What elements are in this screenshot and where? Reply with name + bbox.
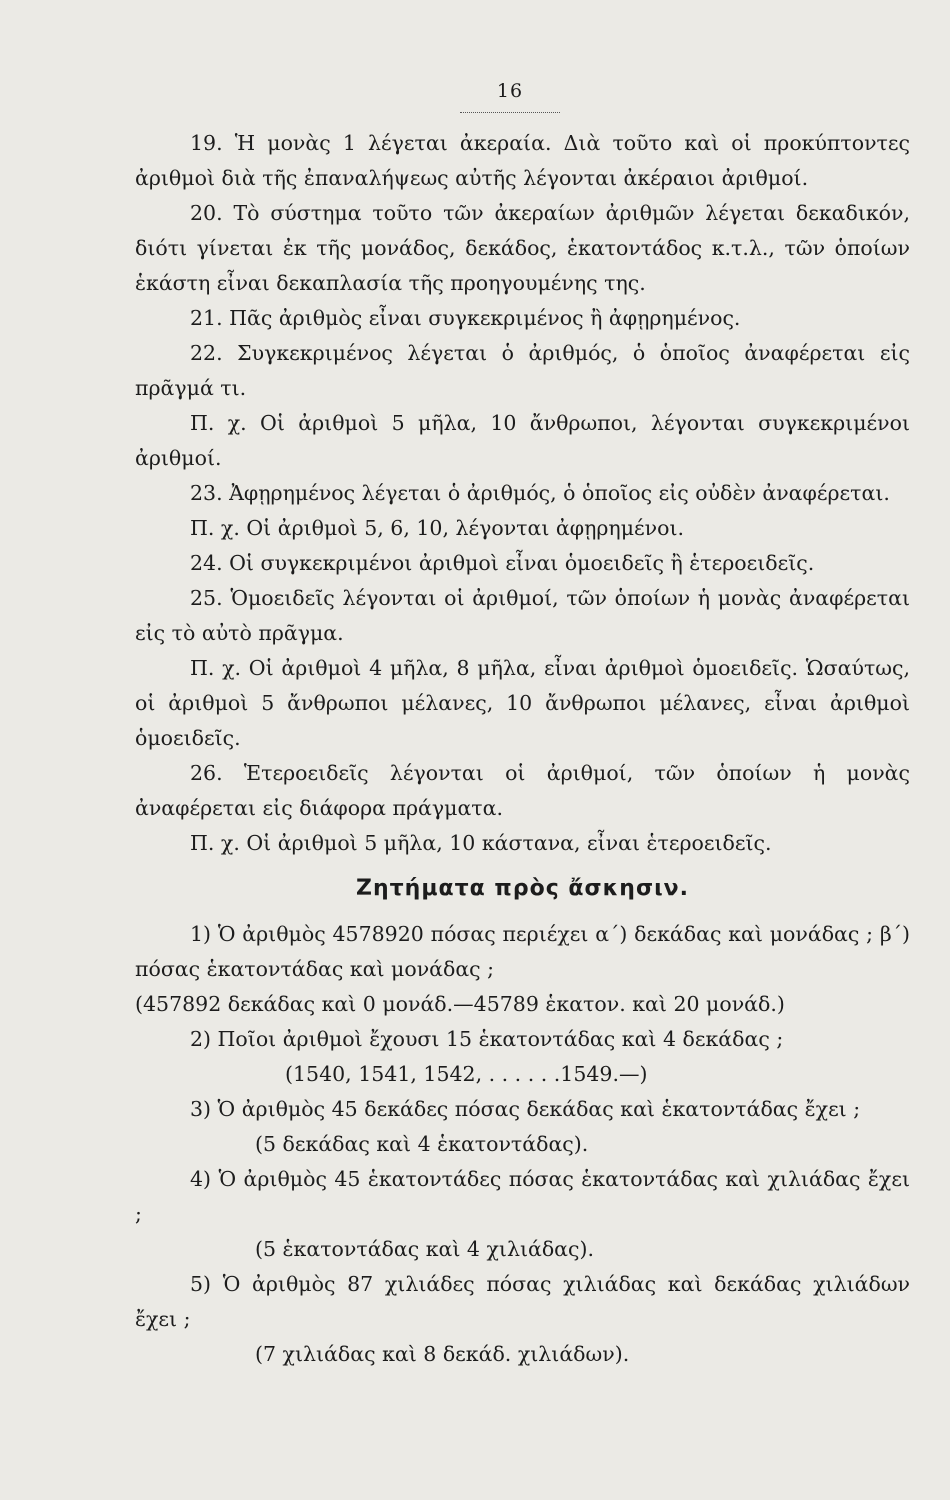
exercise-2-question: 2) Ποῖοι ἀριθμοὶ ἔχουσι 15 ἑκατοντάδας καὶ 4 δεκάδας ; (190, 1027, 784, 1051)
paragraph-20: 20. Τὸ σύστημα τοῦτο τῶν ἀκεραίων ἀριθμῶν λέγεται δεκαδικόν, διότι γίνεται ἐκ τῆς μονάδος, δεκάδος, ἑκατοντάδος κ.τ.λ., τῶν ὁποίων ἑκάστη εἶναι δεκαπλασία τῆς προηγουμένης της. (135, 201, 910, 295)
page-body (135, 126, 910, 1372)
exercise-2-answer: (1540, 1541, 1542, . . . . . .1549.—) (285, 1062, 648, 1086)
page-number: 16 (496, 80, 524, 102)
paragraph-21: 21. Πᾶς ἀριθμὸς εἶναι συγκεκριμένος ἢ ἀφῃρημένος. (190, 306, 741, 330)
exercises-heading: Ζητήματα πρὸς ἄσκησιν. (356, 876, 689, 901)
exercise-5-answer: (7 χιλιάδας καὶ 8 δεκάδ. χιλιάδων). (255, 1342, 630, 1366)
exercise-1-question: 1) Ὁ ἀριθμὸς 4578920 πόσας περιέχει α΄) δεκάδας καὶ μονάδας ; β΄) πόσας ἑκατοντάδας καὶ μονάδας ; (135, 922, 910, 981)
paragraph-26: 26. Ἑτεροειδεῖς λέγονται οἱ ἀριθμοί, τῶν ὁποίων ἡ μονὰς ἀναφέρεται εἰς διάφορα πράγματα. (135, 761, 910, 820)
paragraph-19: 19. Ἡ μονὰς 1 λέγεται ἀκεραία. Διὰ τοῦτο καὶ οἱ προκύπτοντες ἀριθμοὶ διὰ τῆς ἐπαναλήψεως αὐτῆς λέγονται ἀκέραιοι ἀριθμοί. (135, 131, 910, 190)
example-22: Π. χ. Οἱ ἀριθμοὶ 5 μῆλα, 10 ἄνθρωποι, λέγονται συγκεκριμένοι ἀριθμοί. (135, 411, 910, 470)
exercise-1-answer: (457892 δεκάδας καὶ 0 μονάδ.—45789 ἑκατον. καὶ 20 μονάδ.) (135, 992, 785, 1016)
example-25: Π. χ. Οἱ ἀριθμοὶ 4 μῆλα, 8 μῆλα, εἶναι ἀριθμοὶ ὁμοειδεῖς. Ὡσαύτως, οἱ ἀριθμοὶ 5 ἄνθρωποι μέλανες, 10 ἄνθρωποι μέλανες, εἶναι ἀριθμοὶ ὁμοειδεῖς. (135, 656, 910, 750)
exercise-3-answer: (5 δεκάδας καὶ 4 ἑκατοντάδας). (255, 1132, 589, 1156)
exercise-4-question: 4) Ὁ ἀριθμὸς 45 ἑκατοντάδες πόσας ἑκατοντάδας καὶ χιλιάδας ἔχει ; (135, 1167, 910, 1226)
paragraph-22: 22. Συγκεκριμένος λέγεται ὁ ἀριθμός, ὁ ὁποῖος ἀναφέρεται εἰς πρᾶγμά τι. (135, 341, 910, 400)
exercise-4-answer: (5 ἑκατοντάδας καὶ 4 χιλιάδας). (255, 1237, 595, 1261)
example-26: Π. χ. Οἱ ἀριθμοὶ 5 μῆλα, 10 κάστανα, εἶναι ἑτεροειδεῖς. (190, 831, 772, 855)
exercise-5-question: 5) Ὁ ἀριθμὸς 87 χιλιάδες πόσας χιλιάδας καὶ δεκάδας χιλιάδων ἔχει ; (135, 1272, 910, 1331)
paragraph-24: 24. Οἱ συγκεκριμένοι ἀριθμοὶ εἶναι ὁμοειδεῖς ἢ ἑτεροειδεῖς. (190, 551, 815, 575)
paragraph-25: 25. Ὁμοειδεῖς λέγονται οἱ ἀριθμοί, τῶν ὁποίων ἡ μονὰς ἀναφέρεται εἰς τὸ αὐτὸ πρᾶγμα. (135, 586, 910, 645)
header-rule (460, 112, 560, 113)
exercise-3-question: 3) Ὁ ἀριθμὸς 45 δεκάδες πόσας δεκάδας καὶ ἑκατοντάδας ἔχει ; (190, 1097, 861, 1121)
paragraph-23: 23. Ἀφῃρημένος λέγεται ὁ ἀριθμός, ὁ ὁποῖος εἰς οὐδὲν ἀναφέρεται. (190, 481, 890, 505)
example-23: Π. χ. Οἱ ἀριθμοὶ 5, 6, 10, λέγονται ἀφῃρημένοι. (190, 516, 685, 540)
